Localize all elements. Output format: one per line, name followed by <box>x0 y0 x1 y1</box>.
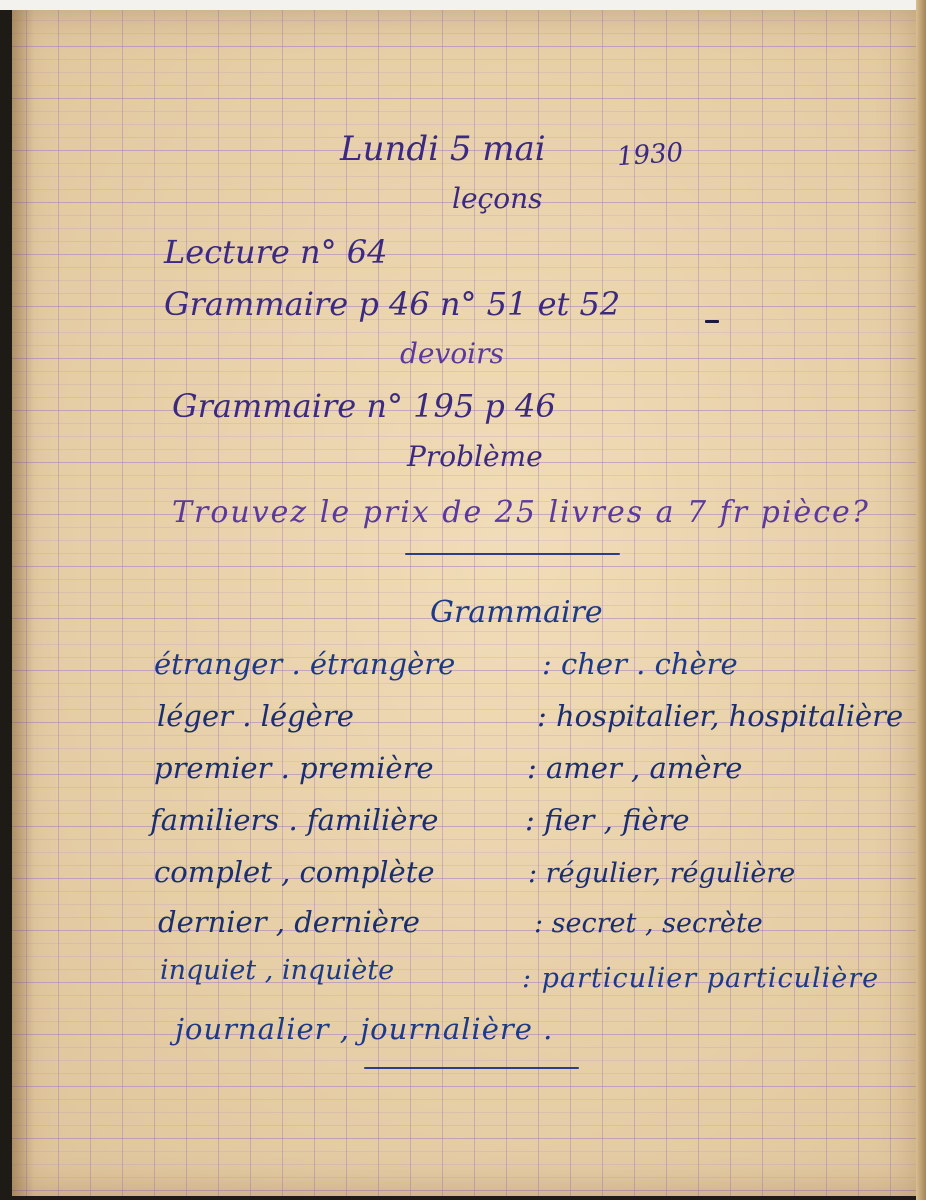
notebook-page <box>12 10 920 1196</box>
grammar-row-right: : cher . chère <box>542 647 738 681</box>
lesson-reading: Lecture n° 64 <box>164 233 388 271</box>
grammar-row-left: premier . première <box>154 751 434 785</box>
grammar-row-left: étranger . étrangère <box>154 647 456 681</box>
lessons-title: leçons <box>452 182 543 215</box>
grammar-row-left: complet , complète <box>154 855 435 889</box>
grammar-row-right: : régulier, régulière <box>528 858 796 889</box>
year: 1930 <box>616 137 685 173</box>
section-divider-top <box>405 553 620 555</box>
grammar-row-right: : amer , amère <box>527 751 743 785</box>
scan-top-border <box>0 0 926 10</box>
grammar-row-left: inquiet , inquiète <box>160 955 395 986</box>
ink-dash <box>705 320 719 323</box>
grammar-row-right: : hospitalier, hospitalière <box>537 699 904 733</box>
problem-title: Problème <box>407 440 543 473</box>
page-edge <box>916 0 926 1200</box>
section-divider-bottom <box>364 1067 579 1069</box>
homework-title: devoirs <box>400 337 504 370</box>
homework-grammar: Grammaire n° 195 p 46 <box>172 387 556 425</box>
grammar-row-right: : secret , secrète <box>534 908 763 939</box>
date-heading: Lundi 5 mai <box>340 129 546 169</box>
grammar-row-left: familiers . familière <box>150 803 439 837</box>
problem-text: Trouvez le prix de 25 livres a 7 fr pièce? <box>172 495 870 530</box>
grammar-title: Grammaire <box>430 595 603 630</box>
lesson-grammar: Grammaire p 46 n° 51 et 52 <box>164 285 621 323</box>
grammar-row-left: léger . légère <box>157 699 354 733</box>
grammar-row-right: : fier , fière <box>525 803 690 837</box>
grammar-row-left: dernier , dernière <box>158 905 420 939</box>
grammar-last-line: journalier , journalière . <box>175 1012 554 1046</box>
grammar-row-right: : particulier particulière <box>522 963 880 994</box>
